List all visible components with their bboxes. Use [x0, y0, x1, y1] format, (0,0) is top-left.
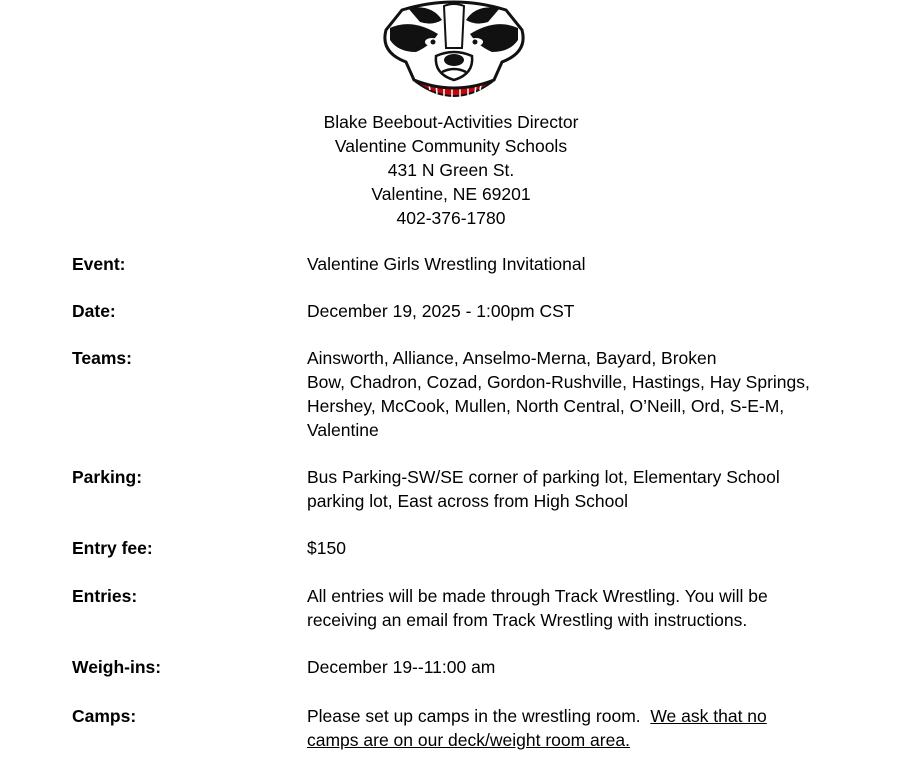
camps-restriction-start: We ask that no: [650, 706, 767, 726]
entry-fee-value: $150: [307, 538, 346, 558]
director-name: Blake Beebout-Activities Director: [323, 112, 579, 132]
entries-line: receiving an email from Track Wrestling with instructions.: [307, 610, 748, 630]
teams-line: Bow, Chadron, Cozad, Gordon-Rushville, Hastings, Hay Springs,: [307, 372, 810, 392]
entries-value: [307, 584, 837, 632]
parking-line: Bus Parking-SW/SE corner of parking lot, Elementary School: [307, 467, 780, 487]
organization-name: Valentine Community Schools: [334, 136, 568, 156]
camps-line: [307, 704, 837, 728]
letterhead: [0, 110, 902, 230]
camps-instruction: Please set up camps in the wrestling room.: [307, 706, 651, 726]
teams-line: Valentine: [307, 420, 379, 440]
parking-value: [307, 465, 837, 513]
weigh-ins-value: December 19--11:00 am: [307, 657, 496, 677]
city-state-zip: Valentine, NE 69201: [371, 184, 531, 204]
weigh-ins-label: Weigh-ins:: [72, 657, 162, 677]
camps-value: [307, 704, 837, 752]
event-value: Valentine Girls Wrestling Invitational: [307, 254, 586, 274]
date-label: Date:: [72, 301, 116, 321]
entries-label: Entries:: [72, 586, 138, 606]
camps-label: Camps:: [72, 706, 137, 726]
teams-value: [307, 346, 837, 442]
parking-line: parking lot, East across from High School: [307, 491, 628, 511]
parking-label: Parking:: [72, 467, 143, 487]
teams-label: Teams:: [72, 348, 132, 368]
date-value: December 19, 2025 - 1:00pm CST: [307, 301, 575, 321]
camps-restriction-end: camps are on our deck/weight room area.: [307, 730, 630, 750]
event-label: Event:: [72, 254, 126, 274]
badger-logo: [372, 0, 536, 102]
teams-line: Ainsworth, Alliance, Anselmo-Merna, Bayard, Broken: [307, 348, 717, 368]
entry-fee-label: Entry fee:: [72, 538, 153, 558]
phone-number: 402-376-1780: [396, 208, 506, 228]
street-address: 431 N Green St.: [387, 160, 515, 180]
entries-line: All entries will be made through Track Wrestling. You will be: [307, 586, 768, 606]
teams-line: Hershey, McCook, Mullen, North Central, O’Neill, Ord, S-E-M,: [307, 396, 785, 416]
